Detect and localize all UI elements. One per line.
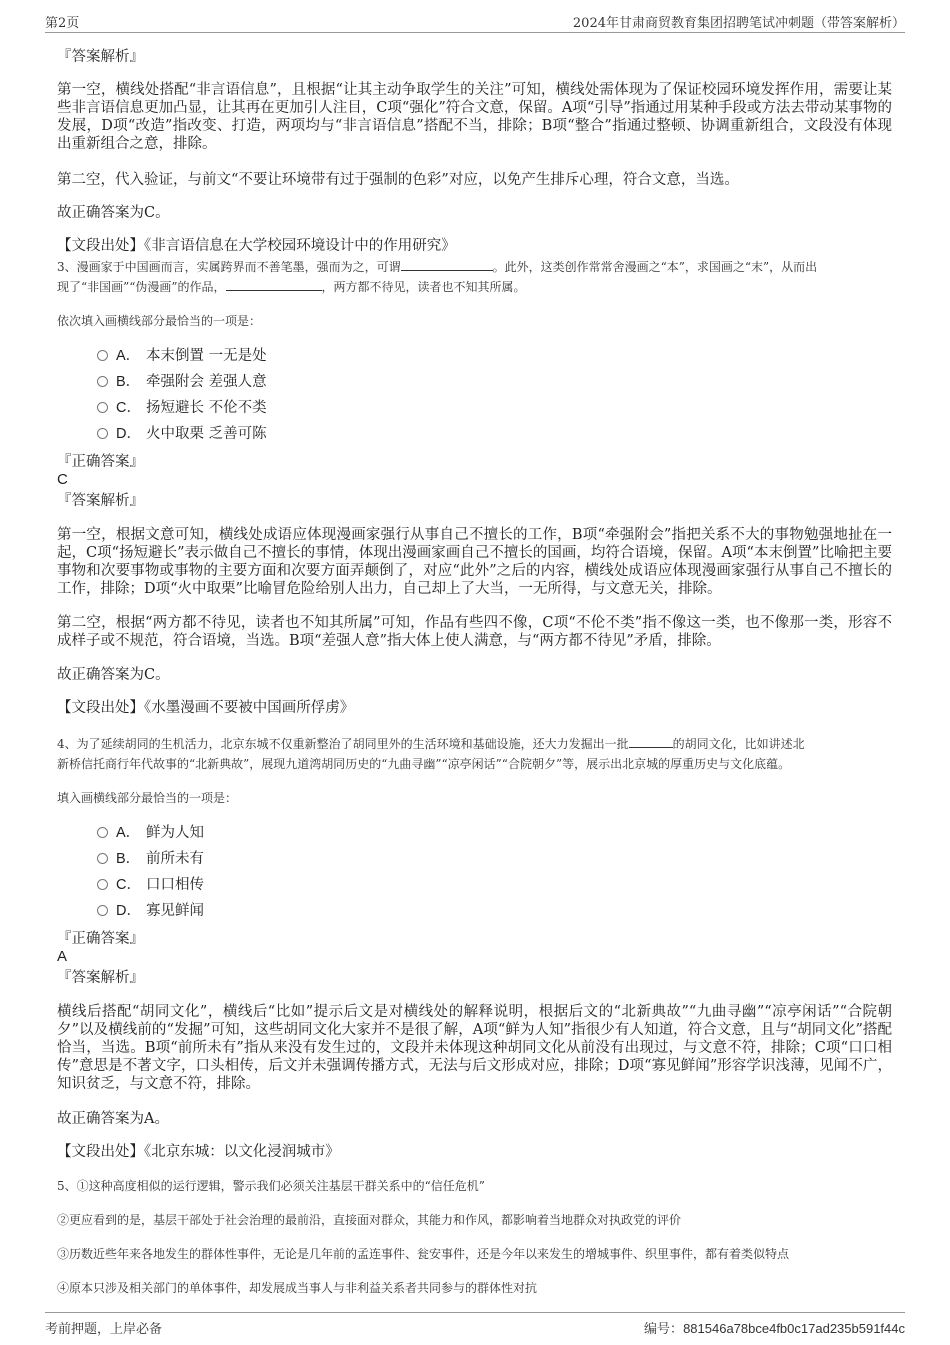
- q4-source: 【文段出处】《北京东城：以文化浸润城市》: [57, 1144, 340, 1160]
- radio-icon[interactable]: [97, 402, 108, 413]
- q4-stem: 4、为了延续胡同的生机活力，北京东城不仅重新整治了胡同里外的生活环境和基础设施，还大力发掘出一批 的胡同文化，比如讲述北 新桥信托商行年代故事的“北新典故”，展现九道湾胡同历史的“九曲寻幽”“凉亭闲话”“合院朝夕”等，展示出北京城的厚重历史与文化底蕴。: [57, 737, 805, 771]
- q3-analysis-para2: 第二空，根据“两方都不待见，读者也不知其所属”可知，作品有些四不像，C项“不伦不类”指不像这一类，也不像那一类，形容不成样子或不规范，符合语境，当选。B项“差强人意”指大体上使人满意，与“两方都不待见”矛盾，排除。: [57, 615, 892, 649]
- page-number: 第2页: [45, 16, 80, 31]
- q4-correct-label: 『正确答案』: [57, 931, 144, 947]
- radio-icon[interactable]: [97, 376, 108, 387]
- document-title: 2024年甘肃商贸教育集团招聘笔试冲刺题（带答案解析）: [572, 16, 905, 31]
- q3-source: 【文段出处】《水墨漫画不要被中国画所俘虏》: [57, 700, 355, 716]
- q4-prompt: 填入画横线部分最恰当的一项是：: [57, 791, 238, 805]
- q3-blank-1: [401, 258, 493, 271]
- q5-line-3: ③历数近些年来各地发生的群体性事件，无论是几年前的孟连事件、瓮安事件，还是今年以来发生的增城事件、织里事件，都有着类似特点: [57, 1247, 790, 1261]
- q4-conclusion: 故正确答案为A。: [57, 1111, 169, 1127]
- q4-option-b[interactable]: B． 前所未有: [97, 849, 204, 869]
- page-header: [45, 10, 905, 33]
- q4-option-d[interactable]: D． 寡见鲜闻: [97, 901, 204, 921]
- document-code: 编号：881546a78bce4fb0c17ad235b591f44c: [644, 1321, 905, 1337]
- q5-line-2: ②更应看到的是，基层干部处于社会治理的最前沿，直接面对群众，其能力和作风，都影响着当地群众对执政党的评价: [57, 1213, 682, 1227]
- q3-option-c[interactable]: C． 扬短避长 不伦不类: [97, 398, 267, 418]
- radio-icon[interactable]: [97, 853, 108, 864]
- footer-slogan: 考前押题，上岸必备: [45, 1322, 163, 1337]
- q2-conclusion: 故正确答案为C。: [57, 205, 170, 221]
- radio-icon[interactable]: [97, 827, 108, 838]
- q5-line-4: ④原本只涉及相关部门的单体事件，却发展成当事人与非利益关系者共同参与的群体性对抗: [57, 1281, 538, 1295]
- q3-blank-2: [226, 278, 322, 291]
- radio-icon[interactable]: [97, 905, 108, 916]
- q3-option-a[interactable]: A． 本末倒置 一无是处: [97, 346, 267, 366]
- q3-correct-answer: C: [57, 471, 68, 488]
- q3-option-d[interactable]: D． 火中取栗 乏善可陈: [97, 424, 267, 444]
- q3-analysis-para1: 第一空，根据文意可知，横线处成语应体现漫画家强行从事自己不擅长的工作，B项“牵强附会”指把关系不大的事物勉强地扯在一起，C项“扬短避长”表示做自己不擅长的事情，体现出漫画家画自己不擅长的国画，均符合语境，保留。A项“本末倒置”比喻把主要事物和次要事物或事物的主要方面和次要方面弄颠倒了，对应“此外”之后的内容，横线处成语应体现漫画家强行从事自己不擅长的工作，排除；D项“火中取栗”比喻冒危险给别人出力，自己却上了大当，一无所得，与文意无关，排除。: [57, 527, 892, 597]
- radio-icon[interactable]: [97, 350, 108, 361]
- q2-analysis-label: 『答案解析』: [57, 49, 144, 65]
- q3-conclusion: 故正确答案为C。: [57, 667, 170, 683]
- q4-correct-answer: A: [57, 948, 68, 965]
- q3-option-b[interactable]: B． 牵强附会 差强人意: [97, 372, 267, 392]
- q3-correct-label: 『正确答案』: [57, 454, 144, 470]
- q4-analysis-para1: 横线后搭配“胡同文化”，横线后“比如”提示后文是对横线处的解释说明，根据后文的“北新典故”“九曲寻幽”“凉亭闲话”“合院朝夕”以及横线前的“发掘”可知，这些胡同文化大家并不是很了解，A项“鲜为人知”指很少有人知道，符合文意，且与“胡同文化”搭配恰当，当选。B项“前所未有”指从来没有发生过的，文段并未体现这种胡同文化从前没有出现过，与文意不符，排除；C项“口口相传”意思是不著文字，口头相传，后文并未强调传播方式，无法与后文形成对应，排除；D项“寡见鲜闻”形容学识浅薄，见闻不广，知识贫乏，与文意不符，排除。: [57, 1004, 892, 1092]
- q2-analysis-para2: 第二空，代入验证，与前文“不要让环境带有过于强制的色彩”对应，以免产生排斥心理，符合文意，当选。: [57, 172, 739, 188]
- page-footer: [45, 1312, 905, 1337]
- radio-icon[interactable]: [97, 879, 108, 890]
- q4-blank: [629, 735, 673, 748]
- q4-analysis-label: 『答案解析』: [57, 970, 144, 986]
- q3-stem: 3、漫画家于中国画而言，实属跨界而不善笔墨，强而为之，可谓 。此外，这类创作常常舍漫画之“本”，求国画之“末”，从而出 现了“非国画”“伪漫画”的作品， ，两方都不待见，读者也不知其所属。: [57, 260, 818, 294]
- q2-source: 【文段出处】《非言语信息在大学校园环境设计中的作用研究》: [57, 238, 456, 254]
- radio-icon[interactable]: [97, 428, 108, 439]
- q2-analysis-para1: 第一空，横线处搭配“非言语信息”，且根据“让其主动争取学生的关注”可知，横线处需体现为了保证校园环境发挥作用，需要让某些非言语信息更加凸显，让其再在更加引人注目，C项“强化”符合文意，保留。A项“引导”指通过用某种手段或方法去带动某事物的发展，D项“改造”指改变、打造，两项均与“非言语信息”搭配不当，排除；B项“整合”指通过整顿、协调重新组合，文段没有体现出重新组合之意，排除。: [57, 82, 892, 152]
- q4-option-a[interactable]: A． 鲜为人知: [97, 823, 204, 843]
- q3-prompt: 依次填入画横线部分最恰当的一项是：: [57, 314, 262, 328]
- q5-line-1: 5、①这种高度相似的运行逻辑，警示我们必须关注基层干群关系中的“信任危机”: [57, 1179, 485, 1193]
- q4-option-c[interactable]: C． 口口相传: [97, 875, 204, 895]
- q3-analysis-label: 『答案解析』: [57, 493, 144, 509]
